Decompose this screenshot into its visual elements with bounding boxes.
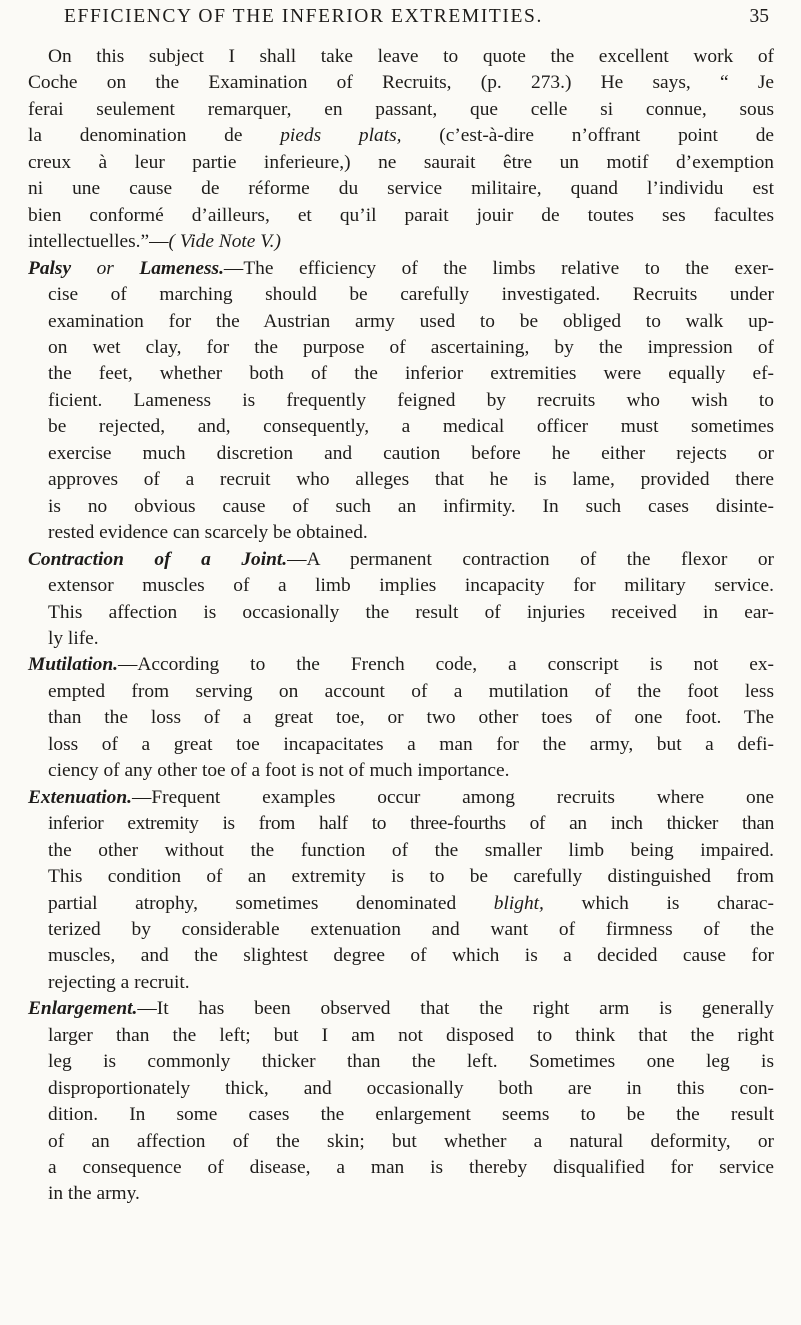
text-line: ni une cause de réforme du service militaire, quand l’individu est bbox=[28, 178, 774, 200]
text-line: disproportionately thick, and occasionally both are in this con- bbox=[48, 1077, 774, 1099]
text-line: is no obvious cause of such an infirmity. In such cases disinte- bbox=[48, 495, 774, 517]
text-line: inferior extremity is from half to three-fourths of an inch thicker than bbox=[48, 813, 774, 835]
text-line: approves of a recruit who alleges that he is lame, provided there bbox=[48, 469, 774, 491]
text-line: creux à leur partie inferieure,) ne saurait être un motif d’exemption bbox=[28, 151, 774, 173]
text-line: ficient. Lameness is frequently feigned by recruits who wish to bbox=[48, 389, 774, 411]
text-line: loss of a great toe incapacitates a man for the army, but a defi- bbox=[48, 733, 774, 755]
text-line: rested evidence can scarcely be obtained. bbox=[48, 522, 368, 544]
italic-reference: ( Vide Note V.) bbox=[168, 231, 281, 253]
text-line: ly life. bbox=[48, 627, 99, 649]
text-line: intellectuelles.”—( Vide Note V.) bbox=[28, 231, 281, 253]
text-line: This affection is occasionally the result of injuries received in ear- bbox=[48, 601, 774, 623]
text-line: examination for the Austrian army used to be obliged to walk up- bbox=[48, 310, 774, 332]
text-line: extensor muscles of a limb implies incapacity for military service. bbox=[48, 575, 774, 597]
body-text bbox=[28, 44, 774, 1208]
section-mutilation: Mutilation.—According to the French code, a conscript is not ex- bbox=[28, 654, 774, 676]
section-contraction: Contraction of a Joint.—A permanent contraction of the flexor or bbox=[28, 548, 774, 570]
section-enlargement: Enlargement.—It has been observed that the right arm is generally bbox=[28, 998, 774, 1020]
text-line: This condition of an extremity is to be carefully distinguished from bbox=[48, 866, 774, 888]
text-line: dition. In some cases the enlargement seems to be the result bbox=[48, 1104, 774, 1126]
italic-term: blight, bbox=[493, 892, 544, 914]
text-line: muscles, and the slightest degree of which is a decided cause for bbox=[48, 945, 774, 967]
text-line: ferai seulement remarquer, en passant, que celle si connue, sous bbox=[28, 98, 774, 120]
text-line: empted from serving on account of a mutilation of the foot less bbox=[48, 680, 774, 702]
text-line: of an affection of the skin; but whether a natural deformity, or bbox=[48, 1130, 774, 1152]
text-line: On this subject I shall take leave to quote the excellent work of bbox=[48, 46, 774, 67]
text-line: la denomination de pieds plats, (c’est-à-dire n’offrant point de bbox=[28, 125, 775, 147]
text-line: the feet, whether both of the inferior extremities were equally ef- bbox=[48, 363, 774, 385]
text-line: in the army. bbox=[48, 1183, 140, 1205]
text-line: rejecting a recruit. bbox=[48, 971, 190, 993]
text-line: leg is commonly thicker than the left. Sometimes one leg is bbox=[48, 1051, 774, 1073]
text-line: than the loss of a great toe, or two other toes of one foot. The bbox=[48, 707, 774, 729]
text-line: on wet clay, for the purpose of ascertaining, by the impression of bbox=[48, 336, 774, 358]
text-line: be rejected, and, consequently, a medical officer must sometimes bbox=[48, 416, 774, 438]
running-title: EFFICIENCY OF THE INFERIOR EXTREMITIES. bbox=[64, 6, 543, 27]
text-line: a consequence of disease, a man is thereby disqualified for service bbox=[48, 1157, 774, 1179]
page-number: 35 bbox=[749, 6, 769, 27]
running-header bbox=[64, 6, 769, 32]
section-extenuation: Extenuation.—Frequent examples occur among recruits where one bbox=[28, 786, 774, 808]
italic-term: pieds plats, bbox=[280, 125, 402, 147]
text-line: Coche on the Examination of Recruits, (p. 273.) He says, “ Je bbox=[28, 72, 774, 94]
text-line: cise of marching should be carefully investigated. Recruits under bbox=[48, 284, 774, 306]
text-line: larger than the left; but I am not disposed to think that the right bbox=[48, 1024, 774, 1046]
text-line: ciency of any other toe of a foot is not of much importance. bbox=[48, 760, 510, 782]
text-line: terized by considerable extenuation and want of firmness of the bbox=[48, 918, 774, 940]
text-line: partial atrophy, sometimes denominated blight, which is charac- bbox=[48, 892, 774, 914]
section-palsy-lameness: Palsy or Lameness.—The efficiency of the limbs relative to the exer- bbox=[28, 257, 774, 279]
text-line: exercise much discretion and caution before he either rejects or bbox=[48, 442, 774, 464]
text-line: bien conformé d’ailleurs, et qu’il parait jouir de toutes ses facultes bbox=[28, 204, 774, 226]
text-line: the other without the function of the smaller limb being impaired. bbox=[48, 839, 774, 861]
